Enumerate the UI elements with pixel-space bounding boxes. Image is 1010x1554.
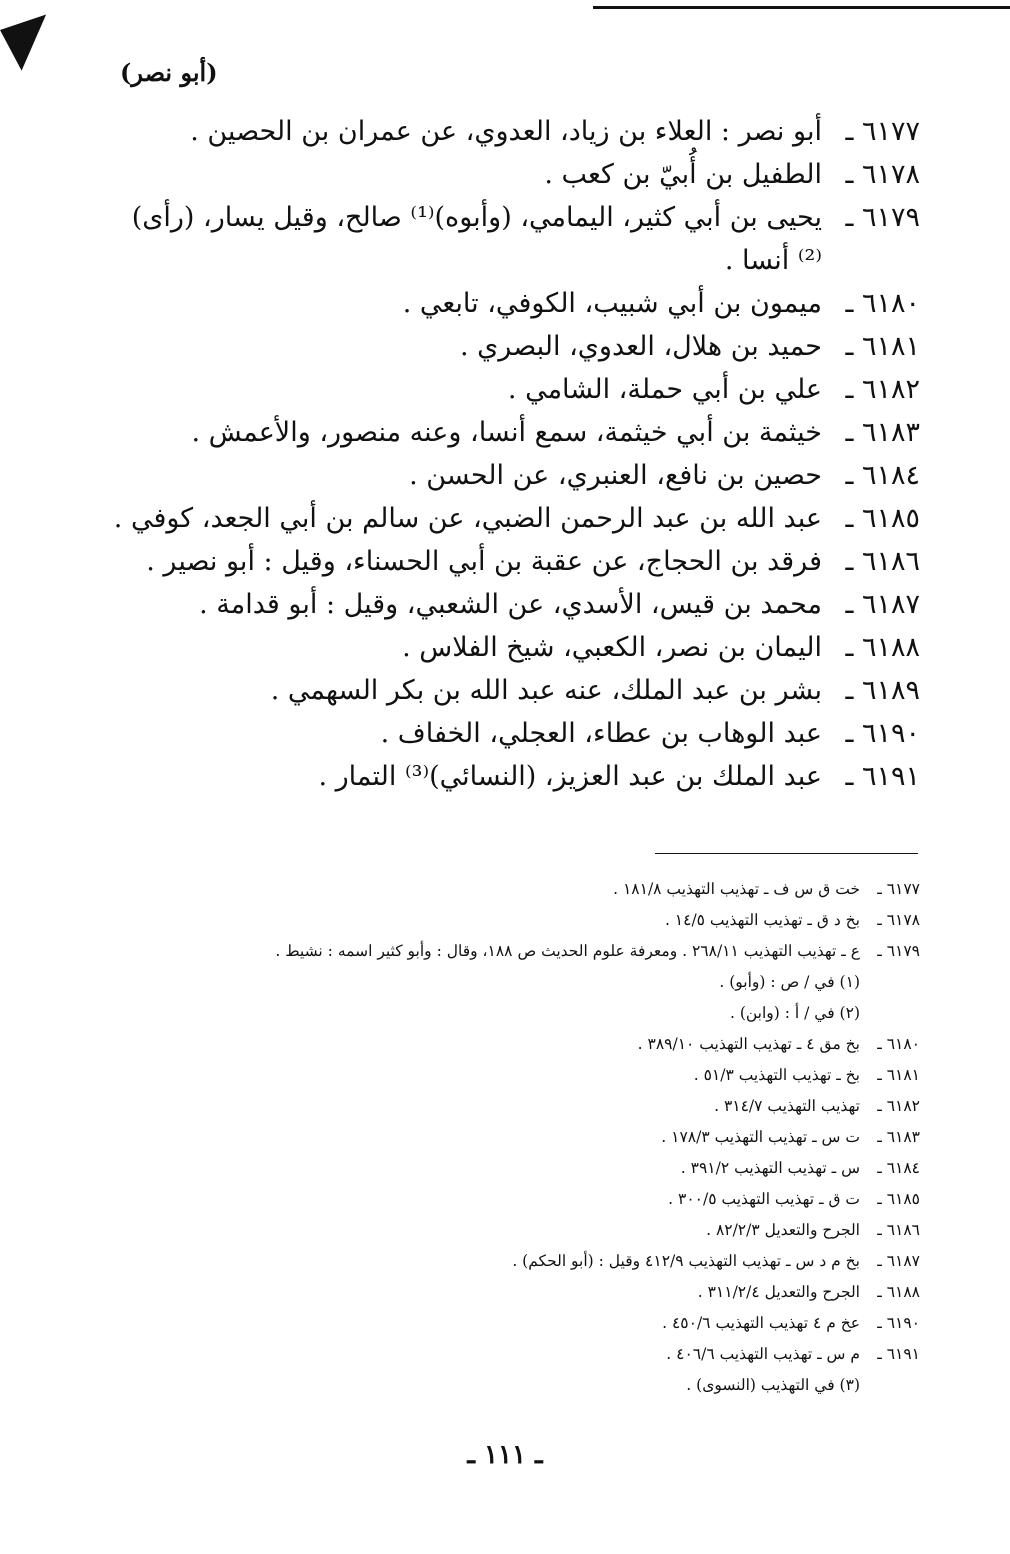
footnote-number: ٦١٨٧ ـ	[877, 1252, 920, 1270]
footnote-rule	[655, 853, 918, 854]
entry	[110, 712, 920, 755]
entry-number: ٦١٨٧ ـ	[845, 589, 920, 620]
entry-number: ٦١٨٥ ـ	[845, 503, 920, 534]
footnote-text: بخ م د س ـ تهذيب التهذيب ٤١٢/٩ وقيل : (أبو الحكم) .	[512, 1252, 860, 1270]
entry-number: ٦١٩٠ ـ	[845, 718, 920, 749]
top-rule	[593, 6, 1010, 9]
footnote-text: الجرح والتعديل ٨٢/٢/٣ .	[706, 1221, 860, 1239]
footnote	[140, 1060, 920, 1091]
footnote	[140, 1029, 920, 1060]
footnote	[140, 1153, 920, 1184]
entry-text: محمد بن قيس، الأسدي، عن الشعبي، وقيل : أبو قدامة .	[199, 589, 822, 620]
page-number: ـ ١١١ ـ	[467, 1440, 543, 1470]
entry-number: ٦١٧٨ ـ	[845, 159, 920, 190]
entry-number: ٦١٨٣ ـ	[845, 417, 920, 448]
entry-number: ٦١٧٧ ـ	[845, 116, 920, 147]
entry	[110, 325, 920, 368]
footnote-number: ٦١٨٠ ـ	[877, 1035, 920, 1053]
entry-text: اليمان بن نصر، الكعبي، شيخ الفلاس .	[402, 632, 822, 663]
entries-list	[110, 110, 920, 798]
entry-number: ٦١٨٨ ـ	[845, 632, 920, 663]
footnote-number: ٦١٨٣ ـ	[877, 1128, 920, 1146]
entry-text: يحيى بن أبي كثير، اليمامي، (وأبوه)⁽¹⁾ صالح، وقيل يسار، (رأى)⁽²⁾ أنسا .	[131, 202, 822, 276]
footnote-subnote	[140, 967, 920, 998]
footnote-text: تهذيب التهذيب ٣١٤/٧ .	[714, 1097, 860, 1115]
footnote-number: ٦١٨١ ـ	[877, 1066, 920, 1084]
footnote-number: ٦١٨٥ ـ	[877, 1190, 920, 1208]
footnote-subnote	[140, 1370, 920, 1401]
entry-number: ٦١٨١ ـ	[845, 331, 920, 362]
entry	[110, 153, 920, 196]
entry	[110, 282, 920, 325]
entry-text: بشر بن عبد الملك، عنه عبد الله بن بكر السهمي .	[270, 675, 822, 706]
entry-text: علي بن أبي حملة، الشامي .	[507, 374, 822, 405]
footnote-text: ع ـ تهذيب التهذيب ٢٦٨/١١ . ومعرفة علوم الحديث ص ١٨٨، وقال : وأبو كثير اسمه : نشيط .	[275, 942, 860, 960]
entry-text: حصين بن نافع، العنبري، عن الحسن .	[409, 460, 822, 491]
entry-text: عبد الله بن عبد الرحمن الضبي، عن سالم بن أبي الجعد، كوفي .	[113, 503, 822, 534]
entry	[110, 454, 920, 497]
footnote-text: الجرح والتعديل ٣١١/٢/٤ .	[697, 1283, 860, 1301]
footnote-number: ٦١٨٦ ـ	[877, 1221, 920, 1239]
entry	[110, 669, 920, 712]
footnote-number: ٦١٧٩ ـ	[877, 942, 920, 960]
entry	[110, 411, 920, 454]
footnote	[140, 936, 920, 967]
footnote	[140, 1339, 920, 1370]
entry-text: الطفيل بن أُبيّ بن كعب .	[544, 159, 822, 190]
footnote	[140, 874, 920, 905]
footnote-subnote	[140, 998, 920, 1029]
entry	[110, 755, 920, 798]
footnote-text: (٣) في التهذيب (النسوى) .	[686, 1376, 860, 1394]
footnotes-list	[140, 874, 920, 1401]
footnote-text: ت ق ـ تهذيب التهذيب ٣٠٠/٥ .	[668, 1190, 860, 1208]
footnote	[140, 1246, 920, 1277]
footnote	[140, 1308, 920, 1339]
footnote-number: ٦١٨٨ ـ	[877, 1283, 920, 1301]
footnote-text: بخ د ق ـ تهذيب التهذيب ١٤/٥ .	[664, 911, 860, 929]
footnote	[140, 1277, 920, 1308]
footnote-number: ٦١٨٤ ـ	[877, 1159, 920, 1177]
footnote-number: ٦١٩٠ ـ	[877, 1314, 920, 1332]
footnote-number: ٦١٩١ ـ	[877, 1345, 920, 1363]
footnote	[140, 1184, 920, 1215]
entry-text: خيثمة بن أبي خيثمة، سمع أنسا، وعنه منصور، والأعمش .	[191, 417, 822, 448]
entry	[110, 583, 920, 626]
footnote-text: س ـ تهذيب التهذيب ٣٩١/٢ .	[680, 1159, 860, 1177]
entry-text: فرقد بن الحجاج، عن عقبة بن أبي الحسناء، وقيل : أبو نصير .	[146, 546, 822, 577]
entry-number: ٦١٨٢ ـ	[845, 374, 920, 405]
footnote-text: ت س ـ تهذيب التهذيب ١٧٨/٣ .	[661, 1128, 860, 1146]
footnote-text: بخ مق ٤ ـ تهذيب التهذيب ٣٨٩/١٠ .	[637, 1035, 860, 1053]
entry-text: أبو نصر : العلاء بن زياد، العدوي، عن عمران بن الحصين .	[190, 116, 822, 147]
entry-number: ٦١٨٠ ـ	[845, 288, 920, 319]
entry-text: حميد بن هلال، العدوي، البصري .	[460, 331, 822, 362]
corner-mark	[0, 7, 64, 70]
entry	[110, 497, 920, 540]
footnote-text: (١) في / ص : (وأبو) .	[719, 973, 860, 991]
entry	[110, 196, 920, 282]
footnote-text: خت ق س ف ـ تهذيب التهذيب ١٨١/٨ .	[613, 880, 860, 898]
entry	[110, 540, 920, 583]
footnote	[140, 1091, 920, 1122]
entry	[110, 368, 920, 411]
entry-number: ٦١٨٤ ـ	[845, 460, 920, 491]
entry-number: ٦١٧٩ ـ	[845, 202, 920, 233]
entry-text: ميمون بن أبي شبيب، الكوفي، تابعي .	[402, 288, 822, 319]
entry-number: ٦١٨٦ ـ	[845, 546, 920, 577]
entry-number: ٦١٨٩ ـ	[845, 675, 920, 706]
footnote	[140, 1122, 920, 1153]
entry	[110, 110, 920, 153]
entry	[110, 626, 920, 669]
footnote	[140, 1215, 920, 1246]
footnote-number: ٦١٧٨ ـ	[877, 911, 920, 929]
entry-text: عبد الملك بن عبد العزيز، (النسائي)⁽³⁾ التمار .	[318, 761, 822, 792]
footnote-text: (٢) في / أ : (وابن) .	[729, 1004, 860, 1022]
footnote-text: عخ م ٤ تهذيب التهذيب ٤٥٠/٦ .	[662, 1314, 860, 1332]
footnote-text: بخ ـ تهذيب التهذيب ٥١/٣ .	[693, 1066, 860, 1084]
footnote-number: ٦١٧٧ ـ	[877, 880, 920, 898]
footnote-number: ٦١٨٢ ـ	[877, 1097, 920, 1115]
entry-number: ٦١٩١ ـ	[845, 761, 920, 792]
running-header: (أبو نصر)	[120, 58, 218, 87]
footnote	[140, 905, 920, 936]
footnote-text: م س ـ تهذيب التهذيب ٤٠٦/٦ .	[666, 1345, 860, 1363]
entry-text: عبد الوهاب بن عطاء، العجلي، الخفاف .	[380, 718, 822, 749]
